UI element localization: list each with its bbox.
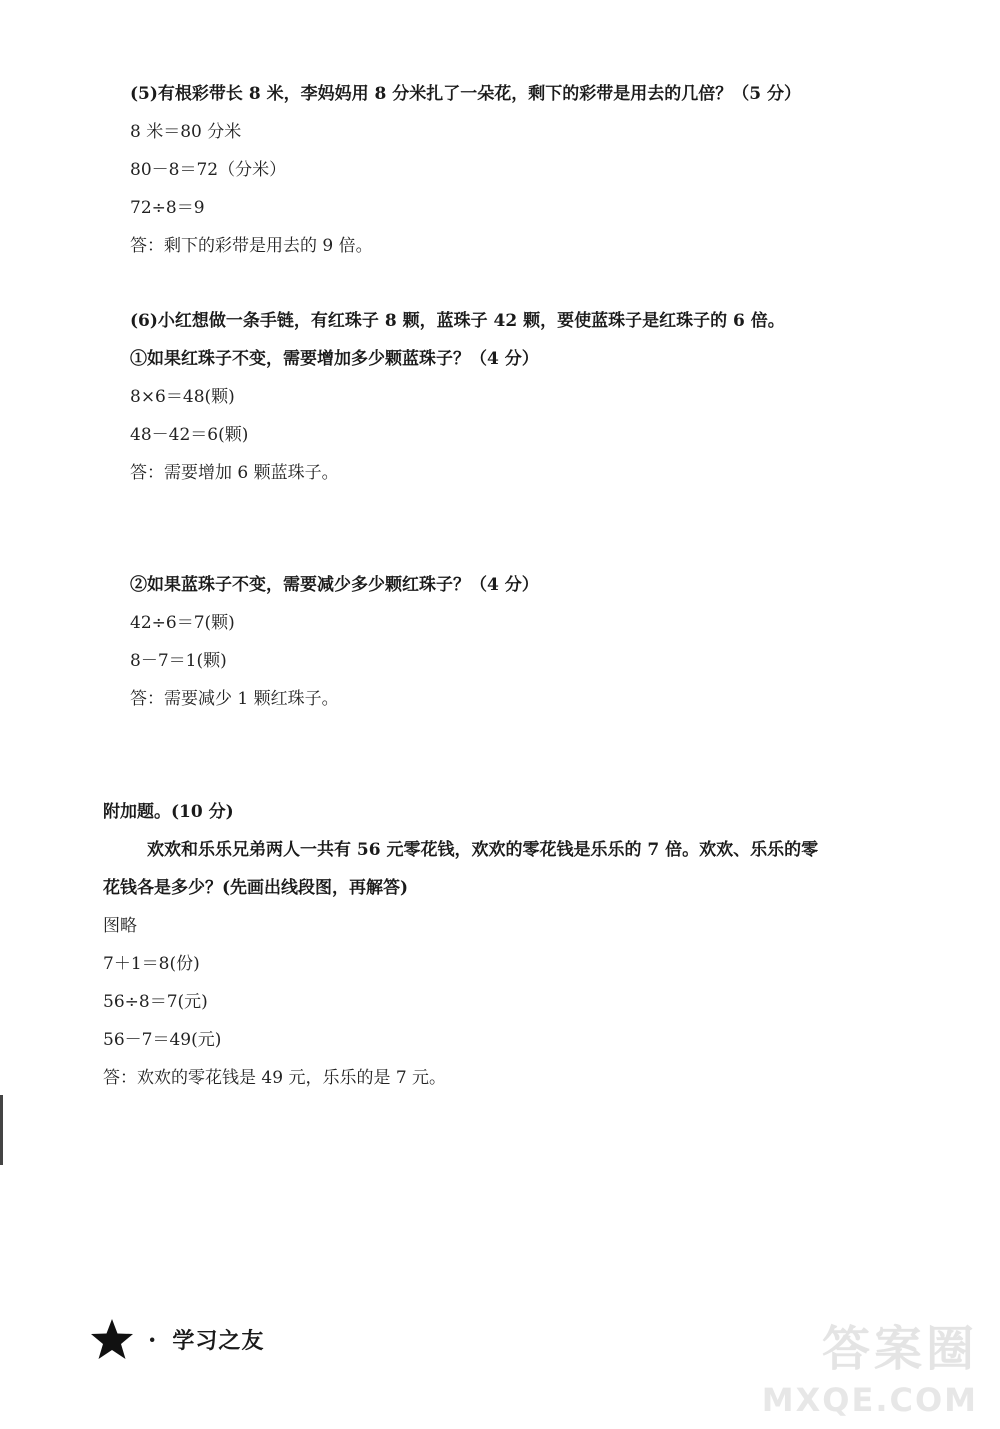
watermark bbox=[748, 1310, 978, 1420]
bonus-answer: 答：欢欢的零花钱是 49 元，乐乐的是 7 元。 bbox=[103, 1068, 447, 1088]
problem-6-sub-1-step-1: 8×6＝48(颗) bbox=[130, 387, 235, 407]
bonus-title: 附加题。(10 分) bbox=[103, 802, 234, 822]
page-footer bbox=[90, 1318, 264, 1360]
problem-6-question: (6)小红想做一条手链，有红珠子 8 颗，蓝珠子 42 颗，要使蓝珠子是红珠子的 6 倍。 bbox=[130, 311, 785, 331]
problem-6-sub-2-step-2: 8－7＝1(颗) bbox=[130, 651, 227, 671]
star-icon bbox=[90, 1318, 134, 1360]
footer-separator: · bbox=[148, 1324, 157, 1354]
watermark-logo-text: 答案圈 bbox=[821, 1321, 978, 1377]
problem-5-question: (5)有根彩带长 8 米，李妈妈用 8 分米扎了一朵花，剩下的彩带是用去的几倍？（5 分） bbox=[130, 84, 801, 104]
bonus-question-line-2: 花钱各是多少？(先画出线段图，再解答) bbox=[103, 878, 409, 898]
problem-6-sub-1-question: ①如果红珠子不变，需要增加多少颗蓝珠子？（4 分） bbox=[130, 349, 539, 369]
problem-5-step-2: 80－8＝72（分米） bbox=[130, 160, 287, 180]
problem-6-sub-1-step-2: 48－42＝6(颗) bbox=[130, 425, 249, 445]
problem-6-sub-2-question: ②如果蓝珠子不变，需要减少多少颗红珠子？（4 分） bbox=[130, 575, 539, 595]
bonus-step-1: 7＋1＝8(份) bbox=[103, 954, 200, 974]
footer-brand: 学习之友 bbox=[172, 1328, 265, 1354]
bonus-step-3: 56－7＝49(元) bbox=[103, 1030, 222, 1050]
bonus-step-2: 56÷8＝7(元) bbox=[103, 992, 208, 1012]
problem-6-sub-2-answer: 答：需要减少 1 颗红珠子。 bbox=[130, 689, 339, 709]
problem-5-step-1: 8 米＝80 分米 bbox=[130, 122, 242, 142]
page-edge-mark bbox=[0, 1095, 3, 1165]
problem-5-answer: 答：剩下的彩带是用去的 9 倍。 bbox=[130, 236, 373, 256]
watermark-url: MXQE.COM bbox=[761, 1381, 978, 1419]
bonus-question-line-1: 欢欢和乐乐兄弟两人一共有 56 元零花钱，欢欢的零花钱是乐乐的 7 倍。欢欢、乐乐的零 bbox=[147, 840, 819, 860]
problem-5-step-3: 72÷8＝9 bbox=[130, 198, 205, 218]
bonus-diagram-note: 图略 bbox=[103, 916, 137, 936]
problem-6-sub-2-step-1: 42÷6＝7(颗) bbox=[130, 613, 235, 633]
problem-6-sub-1-answer: 答：需要增加 6 颗蓝珠子。 bbox=[130, 463, 339, 483]
